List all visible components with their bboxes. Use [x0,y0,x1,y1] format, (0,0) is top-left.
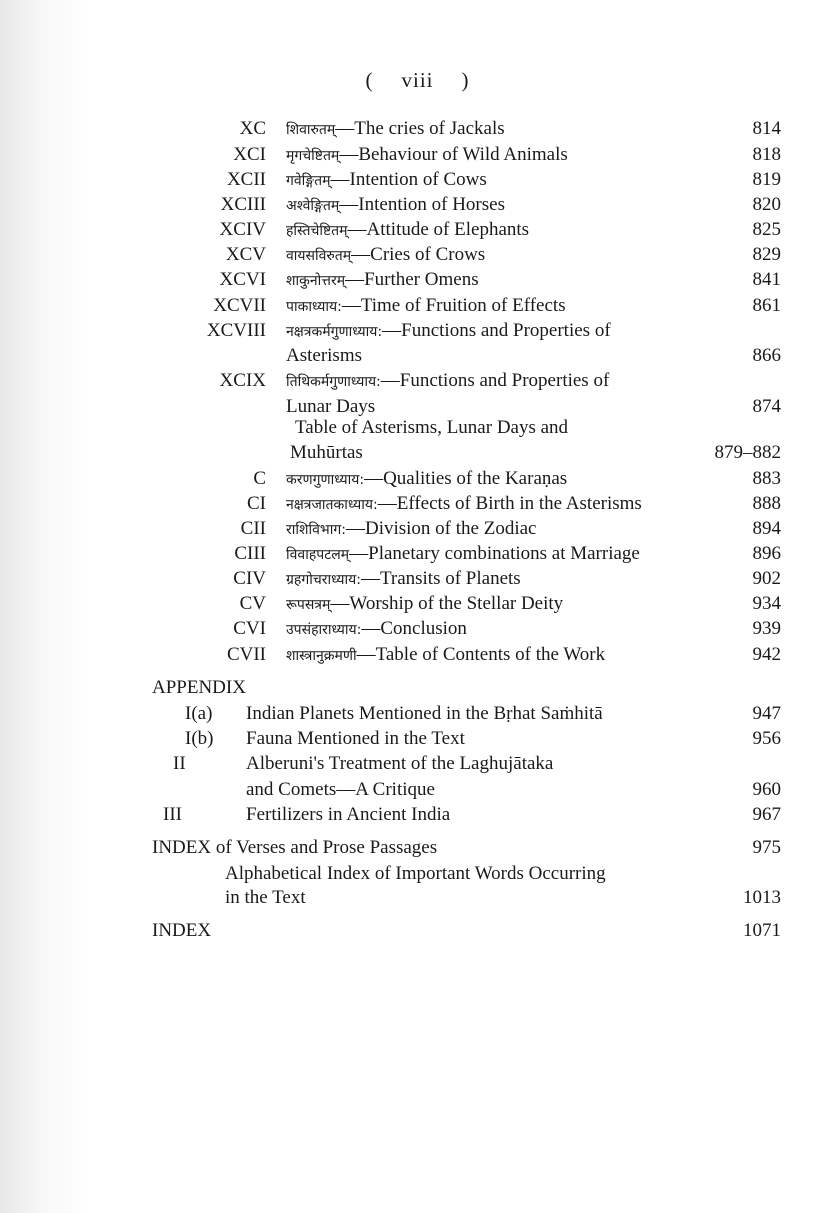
sanskrit-title: अश्वेङ्गितम् [286,198,340,214]
chapter-title [286,369,609,394]
english-title: —Table of Contents of the Work [356,644,606,665]
english-title: —The cries of Jackals [335,118,505,139]
english-title: —Further Omens [345,269,479,290]
sanskrit-title: विवाहपटलम् [286,547,350,563]
page-ref: 861 [752,295,781,316]
chapter-title [286,218,529,243]
chapter-number: CIV [233,568,266,589]
page-ref: 894 [752,518,781,539]
english-title: —Transits of Planets [360,568,521,589]
title-continuation: Asterisms [286,345,362,366]
chapter-title [286,294,566,319]
chapter-number: CII [240,518,266,539]
index-label: INDEX [152,920,212,941]
english-title: —Functions and Properties of [382,320,611,341]
chapter-title [286,617,467,642]
sanskrit-title: राशिविभाग: [286,522,346,538]
chapter-title [286,467,567,492]
sanskrit-title: शास्त्रानुक्रमणी [286,648,357,664]
table-title: Table of Asterisms, Lunar Days and [295,417,569,438]
appendix-number: III [163,804,182,825]
page-ref: 814 [752,118,781,139]
appendix-title: Fertilizers in Ancient India [246,804,451,825]
chapter-title [286,592,563,617]
chapter-number: XCIII [220,194,266,215]
page-ref: 1071 [743,920,781,941]
page-ref: 888 [752,493,781,514]
english-title: —Conclusion [361,618,467,639]
page-ref: 866 [752,345,781,366]
english-title: —Division of the Zodiac [345,518,537,539]
appendix-number: I(a) [185,703,213,724]
chapter-title [286,193,505,218]
chapter-number: CVI [233,618,266,639]
sanskrit-title: शिवारुतम् [286,122,336,138]
page-ref: 947 [752,703,781,724]
title-continuation: Lunar Days [286,396,376,417]
chapter-title [286,567,521,592]
english-title: —Effects of Birth in the Asterisms [377,493,642,514]
english-title: —Qualities of the Karaṇas [364,468,568,489]
sanskrit-title: मृगचेष्टितम् [286,148,340,164]
page-ref: 879–882 [714,442,781,463]
chapter-title [286,117,505,142]
english-title: —Attitude of Elephants [347,219,530,240]
chapter-title [286,517,536,542]
english-title: —Worship of the Stellar Deity [330,593,564,614]
chapter-title [286,319,611,344]
chapter-number: XCII [226,169,266,190]
page-number: viii [401,68,434,92]
page-ref: 829 [752,244,781,265]
chapter-number: XCVII [213,295,266,316]
chapter-title [286,268,479,293]
page-ref: 883 [752,468,781,489]
chapter-number: XCIV [219,219,266,240]
english-title: —Intention of Cows [330,169,487,190]
page-number-header [0,68,835,93]
page-ref: 874 [752,396,781,417]
open-paren: ( [365,68,374,92]
english-title: —Time of Fruition of Effects [341,295,566,316]
chapter-number: XCIX [219,370,266,391]
chapter-number: CV [239,593,266,614]
appendix-number: II [173,753,186,774]
sanskrit-title: ग्रहगोचराध्याय: [286,572,361,588]
sanskrit-title: उपसंहाराध्याय: [286,622,362,638]
appendix-title: Fauna Mentioned in the Text [246,728,465,749]
sanskrit-title: नक्षत्रकर्मगुणाध्याय: [286,324,383,340]
page-ref: 819 [752,169,781,190]
chapter-title [286,168,487,193]
chapter-number: CI [247,493,266,514]
title-continuation: in the Text [225,887,306,908]
sanskrit-title: तिथिकर्मगुणाध्याय: [286,374,381,390]
chapter-number: XCI [233,144,266,165]
sanskrit-title: करणगुणाध्याय: [286,472,365,488]
chapter-title [286,542,640,567]
english-title: —Planetary combinations at Marriage [349,543,640,564]
sanskrit-title: नक्षत्रजातकाध्याय: [286,497,378,513]
close-paren: ) [461,68,470,92]
page-ref: 967 [752,804,781,825]
sanskrit-title: गवेङ्गितम् [286,173,331,189]
english-title: —Intention of Horses [339,194,505,215]
appendix-title: Indian Planets Mentioned in the Bṛhat Saṁhitā [246,703,603,724]
page-ref: 896 [752,543,781,564]
title-continuation: and Comets—A Critique [246,779,435,800]
title-continuation: Muhūrtas [290,442,363,463]
appendix-label: APPENDIX [152,677,246,698]
sanskrit-title: पाकाध्याय: [286,299,342,315]
chapter-number: XC [239,118,266,139]
page-ref: 934 [752,593,781,614]
chapter-number: CVII [226,644,266,665]
chapter-number: XCVIII [206,320,266,341]
appendix-title: Alberuni's Treatment of the Laghujātaka [246,753,554,774]
index-verses-label: INDEX of Verses and Prose Passages [152,837,438,858]
english-title: —Functions and Properties of [380,370,610,391]
chapter-number: C [253,468,266,489]
page-ref: 956 [752,728,781,749]
chapter-title [286,143,568,168]
page-ref: 825 [752,219,781,240]
sanskrit-title: रूपसत्रम् [286,597,331,613]
page-ref: 960 [752,779,781,800]
page-ref: 942 [752,644,781,665]
chapter-title [286,243,485,268]
chapter-title [286,492,642,517]
alpha-index-label: Alphabetical Index of Important Words Occurring [225,863,606,884]
english-title: —Cries of Crows [351,244,486,265]
sanskrit-title: हस्तिचेष्टितम् [286,223,348,239]
sanskrit-title: शाकुनोत्तरम् [286,273,346,289]
english-title: —Behaviour of Wild Animals [339,144,568,165]
page-ref: 975 [752,837,781,858]
chapter-number: CIII [234,543,266,564]
page-ref: 1013 [743,887,781,908]
page-ref: 818 [752,144,781,165]
chapter-title [286,643,605,668]
page-ref: 820 [752,194,781,215]
page-ref: 902 [752,568,781,589]
page-ref: 939 [752,618,781,639]
chapter-number: XCV [225,244,266,265]
chapter-number: XCVI [219,269,266,290]
sanskrit-title: वायसविरुतम् [286,248,352,264]
page-ref: 841 [752,269,781,290]
appendix-number: I(b) [185,728,214,749]
